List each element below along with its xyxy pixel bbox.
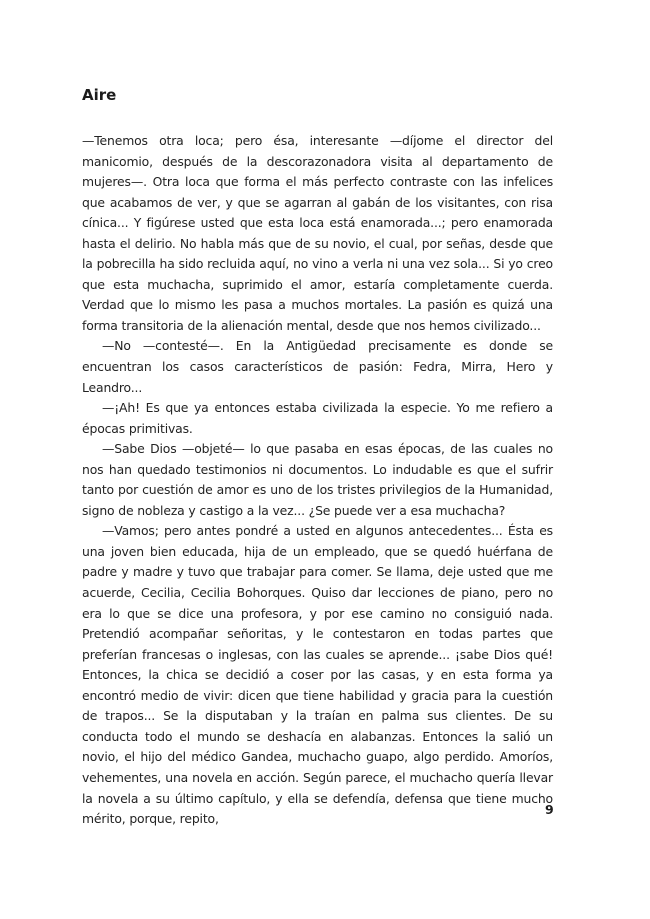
paragraph: —¡Ah! Es que ya entonces estaba civilizada la especie. Yo me refiero a épocas primitivas. <box>82 400 553 436</box>
chapter-body <box>82 131 553 830</box>
paragraph: —Vamos; pero antes pondré a usted en algunos antecedentes... Ésta es una joven bien educada, hija de un empleado, que se quedó huérfana de padre y madre y tuvo que trabajar para comer. Se llama, deje usted que me acuerde, Cecilia, Cecilia Bohorques. Quiso dar lecciones de piano, pero no era lo que se dice una profesora, y por ese camino no consiguió nada. Pretendió acompañar señoritas, y le contestaron en todas partes que preferían francesas o inglesas, con las cuales se aprende... ¡sabe Dios qué! Entonces, la chica se decidió a coser por las casas, y en esta forma ya encontró medio de vivir: dicen que tiene habilidad y gracia para la cuestión de trapos... Se la disputaban y la traían en palma sus clientes. De su conducta todo el mundo se deshacía en alabanzas. Entonces la salió un novio, el hijo del médico Gandea, muchacho guapo, algo perdido. Amoríos, vehementes, una novela en acción. Según parece, el muchacho quería llevar la novela a su último capítulo, y ella se defendía, defensa que tiene mucho mérito, porque, repito, <box>82 523 553 827</box>
chapter-title: Aire <box>82 86 117 104</box>
page-number: 9 <box>545 802 554 817</box>
paragraph: —Tenemos otra loca; pero ésa, interesante —díjome el director del manicomio, después de la descorazonadora visita al departamento de mujeres—. Otra loca que forma el más perfecto contraste con las infelices que acabamos de ver, y que se agarran al gabán de los visitantes, con risa cínica... Y figúrese usted que esta loca está enamorada...; pero enamorada hasta el delirio. No habla más que de su novio, el cual, por señas, desde que la pobrecilla ha sido recluida aquí, no vino a verla ni una vez sola... Si yo creo que esta muchacha, suprimido el amor, estaría completamente cuerda. Verdad que lo mismo les pasa a muchos mortales. La pasión es quizá una forma transitoria de la alienación mental, desde que nos hemos civilizado... <box>82 133 553 333</box>
paragraph: —Sabe Dios —objeté— lo que pasaba en esas épocas, de las cuales no nos han quedado testimonios ni documentos. Lo indudable es que el sufrir tanto por cuestión de amor es uno de los tristes privilegios de la Humanidad, signo de nobleza y castigo a la vez... ¿Se puede ver a esa muchacha? <box>82 441 553 518</box>
paragraph: —No —contesté—. En la Antigüedad precisamente es donde se encuentran los casos característicos de pasión: Fedra, Mirra, Hero y Leandro... <box>82 338 553 395</box>
